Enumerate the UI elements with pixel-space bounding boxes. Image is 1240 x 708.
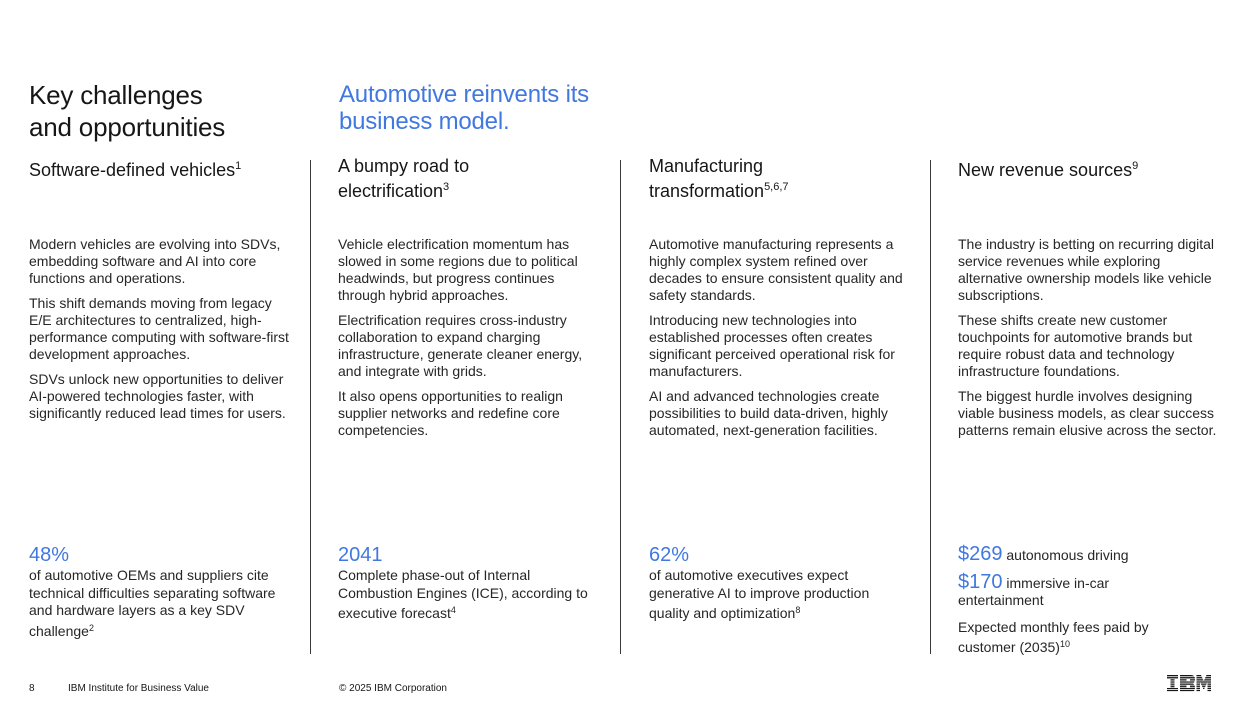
column-divider: [620, 160, 621, 654]
stat-description-text: of automotive executives expect generative AI to improve production quality and optimization: [649, 567, 870, 621]
revenue-stat: [958, 543, 1218, 565]
column-body: [958, 236, 1218, 439]
paragraph: Vehicle electrification momentum has slowed in some regions due to political headwinds, but progress continues through hybrid approaches.: [338, 236, 578, 303]
page-subtitle-line-1: Automotive reinvents its: [339, 81, 589, 108]
paragraph: These shifts create new customer touchpoints for automotive brands but require robust data and technology infrastructure foundations.: [958, 312, 1193, 379]
page-title: [29, 79, 225, 143]
paragraph: AI and advanced technologies create possibilities to build data-driven, highly automated, next-generation facilities.: [649, 388, 888, 438]
column-heading-text: transformation: [649, 181, 765, 201]
column-electrification: [338, 156, 600, 447]
column-heading: [338, 156, 600, 236]
page-subtitle-line-2: business model.: [339, 108, 510, 135]
column-heading: [29, 156, 291, 236]
stat-value: 2041: [338, 544, 383, 566]
paragraph: Introducing new technologies into established processes often creates significant perceived operational risk for manufacturers.: [649, 312, 895, 379]
paragraph: It also opens opportunities to realign supplier networks and redefine core competencies.: [338, 388, 563, 438]
footnote-ref: 9: [1132, 160, 1139, 172]
column-heading-text: A bumpy road to: [338, 156, 470, 176]
column-new-revenue-sources: [958, 156, 1218, 447]
column-heading-text: New revenue sources: [958, 160, 1133, 180]
revenue-label-continued: entertainment: [958, 592, 1044, 608]
revenue-caption: [958, 619, 1188, 656]
paragraph: The biggest hurdle involves designing viable business models, as clear success patterns remain elusive across the sector.: [958, 388, 1217, 438]
paragraph: Electrification requires cross-industry collaboration to expand charging infrastructure, generate cleaner energy, and integrate with grids.: [338, 312, 583, 379]
revenue-caption-text: Expected monthly fees paid by customer (2035): [958, 619, 1149, 655]
page-subtitle: [339, 81, 589, 135]
page-title-line-1: Key challenges: [29, 80, 203, 110]
paragraph: SDVs unlock new opportunities to deliver AI-powered technologies faster, with significantly reduced lead times for users.: [29, 371, 286, 421]
footnote-ref: 1: [235, 160, 242, 172]
page-title-line-2: and opportunities: [29, 112, 226, 142]
footnote-ref: 4: [450, 605, 456, 615]
footnote-ref: 3: [443, 181, 450, 193]
revenue-amount: $170: [958, 571, 1003, 593]
column-body: [29, 236, 291, 422]
stat-description: [649, 567, 889, 623]
paragraph: Modern vehicles are evolving into SDVs, embedding software and AI into core functions and operations.: [29, 236, 281, 286]
footnote-ref: 2: [88, 622, 94, 633]
revenue-label: autonomous driving: [1006, 547, 1129, 563]
stat-value: 62%: [649, 544, 690, 566]
column-body: [338, 236, 600, 439]
stat-description: [29, 567, 284, 640]
copyright: © 2025 IBM Corporation: [339, 683, 447, 694]
column-software-defined-vehicles: [29, 156, 291, 430]
revenue-label: immersive in-car: [1006, 575, 1110, 591]
column-heading: [649, 156, 911, 236]
stat-description-text: of automotive OEMs and suppliers cite technical difficulties separating software and hardware layers as a key SDV challenge: [29, 567, 276, 639]
column-manufacturing: [649, 156, 911, 447]
column-heading: [958, 156, 1218, 236]
paragraph: The industry is betting on recurring digital service revenues while exploring alternative ownership models like vehicle subscriptions.: [958, 236, 1215, 303]
column-heading-text: Manufacturing: [649, 156, 764, 176]
column-divider: [310, 160, 311, 654]
revenue-amount: $269: [958, 543, 1003, 565]
publisher-name: IBM Institute for Business Value: [68, 683, 209, 694]
stat-description-text: Complete phase-out of Internal Combustion Engines (ICE), according to executive forecast: [338, 567, 588, 621]
ibm-logo-icon: [1167, 675, 1211, 692]
stat-description: [338, 567, 600, 623]
footnote-ref: 10: [1059, 639, 1070, 649]
column-heading-text: electrification: [338, 181, 444, 201]
revenue-stat: [958, 571, 1218, 609]
paragraph: This shift demands moving from legacy E/E architectures to centralized, high-performance computing with software-first development approaches.: [29, 295, 289, 362]
column-heading-text: Software-defined vehicles: [29, 160, 236, 180]
stat-value: 48%: [29, 544, 70, 566]
footnote-ref: 5,6,7: [764, 181, 789, 193]
column-body: [649, 236, 911, 439]
column-divider: [930, 160, 931, 654]
page-number: 8: [29, 683, 35, 694]
paragraph: Automotive manufacturing represents a highly complex system refined over decades to ensure consistent quality and safety standards.: [649, 236, 903, 303]
footnote-ref: 8: [795, 605, 801, 615]
